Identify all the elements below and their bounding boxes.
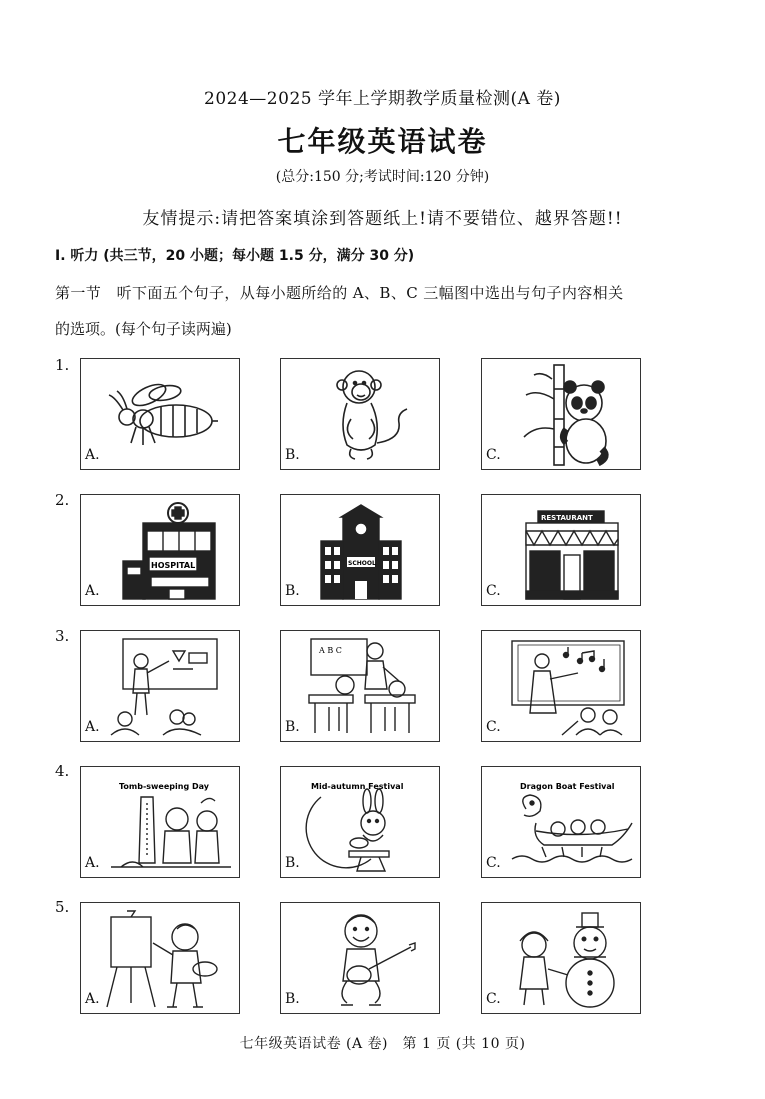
section-instruction-2: 的选项。(每个句子读两遍) <box>55 320 232 338</box>
snowman-icon <box>482 903 640 1013</box>
tomb-sweeping-icon <box>81 767 239 877</box>
festival-caption: Dragon Boat Festival <box>520 782 615 791</box>
option-letter: B. <box>285 447 300 463</box>
festival-caption: Tomb-sweeping Day <box>119 782 209 791</box>
option-letter: C. <box>486 719 501 735</box>
monkey-icon <box>281 359 439 469</box>
q4-option-a[interactable] <box>80 766 240 878</box>
question-number-1: 1. <box>55 356 70 374</box>
painting-icon <box>81 903 239 1013</box>
q4-option-c[interactable] <box>481 766 641 878</box>
option-letter: A. <box>85 447 100 463</box>
question-number-5: 5. <box>55 898 70 916</box>
question-number-2: 2. <box>55 491 70 509</box>
music-class-icon <box>482 631 640 741</box>
dragon-boat-icon <box>482 767 640 877</box>
math-class-icon <box>81 631 239 741</box>
school-icon <box>281 495 439 605</box>
q5-option-a[interactable] <box>80 902 240 1014</box>
q5-option-c[interactable] <box>481 902 641 1014</box>
guitar-icon <box>281 903 439 1013</box>
option-letter: C. <box>486 991 501 1007</box>
q3-option-a[interactable] <box>80 630 240 742</box>
q1-option-a[interactable] <box>80 358 240 470</box>
q3-option-c[interactable] <box>481 630 641 742</box>
hospital-sign: HOSPITAL <box>151 561 196 570</box>
option-letter: C. <box>486 855 501 871</box>
restaurant-icon <box>482 495 640 605</box>
panda-icon <box>482 359 640 469</box>
q1-option-c[interactable] <box>481 358 641 470</box>
q2-option-c[interactable] <box>481 494 641 606</box>
bee-icon <box>81 359 239 469</box>
board-letters: A B C <box>319 646 342 655</box>
q5-option-b[interactable] <box>280 902 440 1014</box>
school-sign: SCHOOL <box>348 560 376 567</box>
section-heading: I. 听力 (共三节，20 小题；每小题 1.5 分，满分 30 分) <box>55 248 415 264</box>
q1-option-b[interactable] <box>280 358 440 470</box>
option-letter: B. <box>285 583 300 599</box>
option-letter: A. <box>85 991 100 1007</box>
option-letter: A. <box>85 583 100 599</box>
option-letter: B. <box>285 991 300 1007</box>
option-letter: C. <box>486 447 501 463</box>
option-letter: C. <box>486 583 501 599</box>
section-instruction-1: 第一节 听下面五个句子，从每小题所给的 A、B、C 三幅图中选出与句子内容相关 <box>55 284 624 302</box>
festival-caption: Mid-autumn Festival <box>311 782 404 791</box>
page-footer: 七年级英语试卷 (A 卷) 第 1 页 (共 10 页) <box>239 1036 526 1052</box>
q2-option-a[interactable] <box>80 494 240 606</box>
q3-option-b[interactable] <box>280 630 440 742</box>
option-letter: B. <box>285 719 300 735</box>
q4-option-b[interactable] <box>280 766 440 878</box>
option-letter: B. <box>285 855 300 871</box>
english-class-icon <box>281 631 439 741</box>
question-number-3: 3. <box>55 627 70 645</box>
exam-meta: (总分:150 分;考试时间:120 分钟) <box>275 169 490 185</box>
restaurant-sign: RESTAURANT <box>541 514 593 522</box>
hospital-icon <box>81 495 239 605</box>
option-letter: A. <box>85 719 100 735</box>
exam-tip: 友情提示:请把答案填涂到答题纸上!请不要错位、越界答题!! <box>142 209 623 229</box>
mid-autumn-icon <box>281 767 439 877</box>
question-number-4: 4. <box>55 762 70 780</box>
exam-header-line: 2024—2025 学年上学期教学质量检测(A 卷) <box>204 89 561 109</box>
exam-title: 七年级英语试卷 <box>277 125 488 158</box>
q2-option-b[interactable] <box>280 494 440 606</box>
option-letter: A. <box>85 855 100 871</box>
